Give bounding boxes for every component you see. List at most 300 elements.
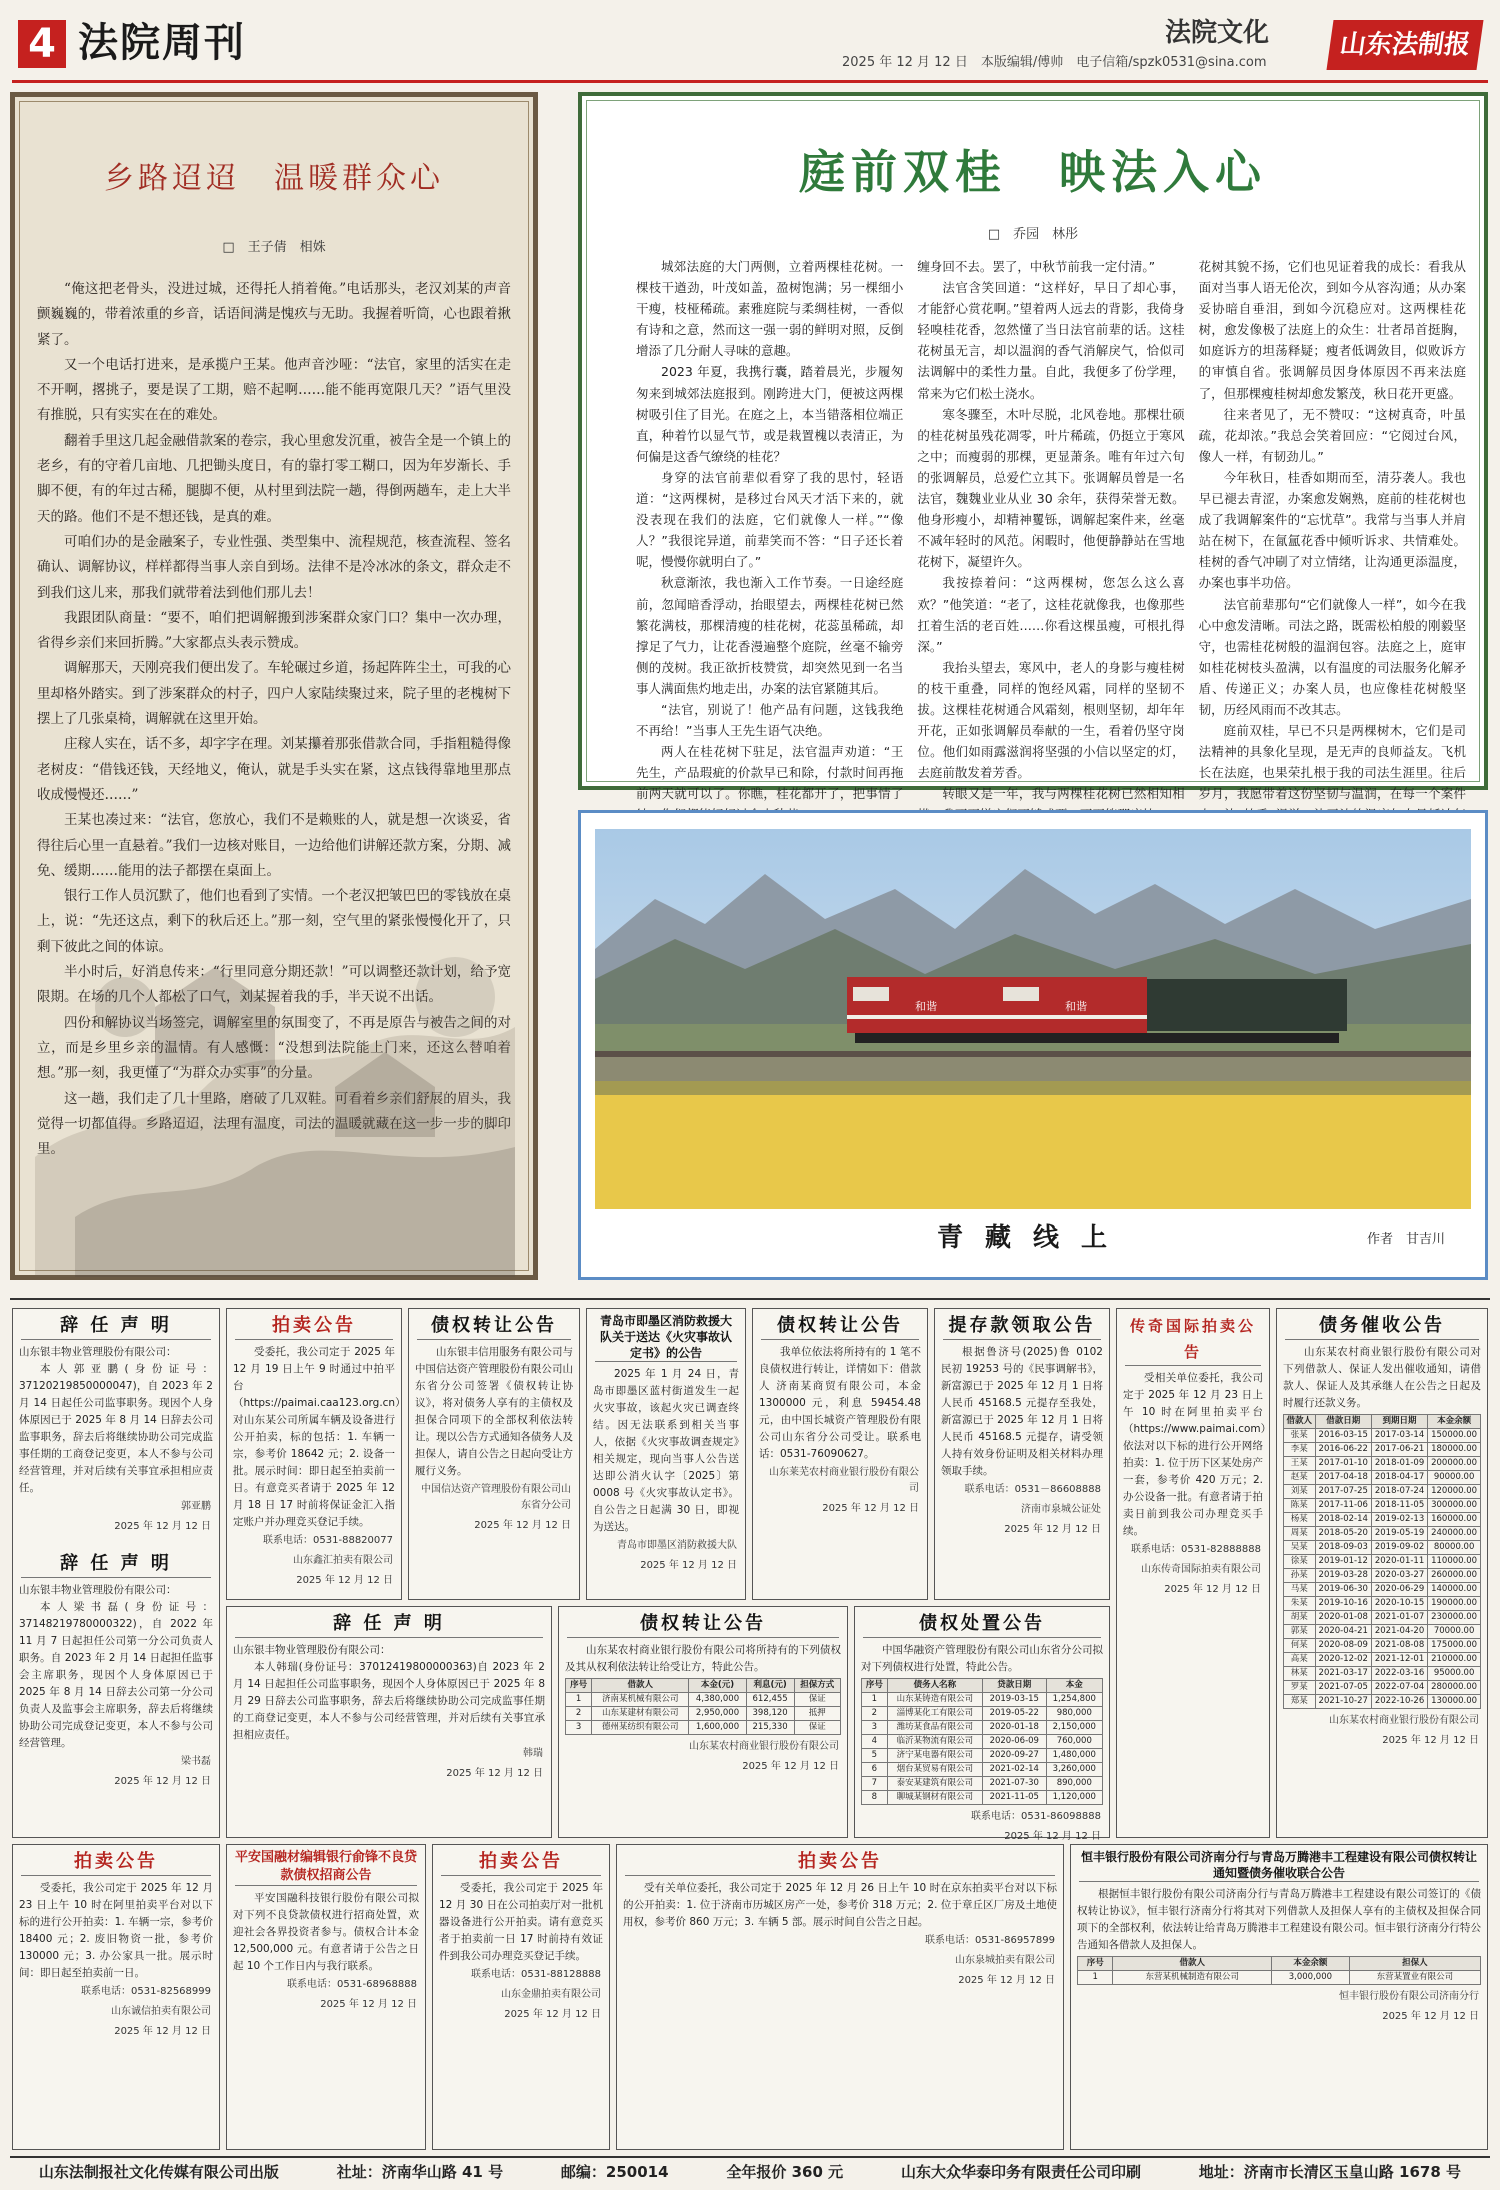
dateline: 2025 年 12 月 12 日 本版编辑/傅帅 电子信箱/spzk0531@sina.com [842, 55, 1267, 70]
notice-date: 2025 年 12 月 12 日 [822, 1503, 919, 1514]
table-row [1284, 1639, 1481, 1653]
table-cell: 4,380,000 [689, 1693, 746, 1707]
paragraph: 中国华融资产管理股份有限公司山东省分公司拟对下列债权进行处置，特此公告。 [861, 1644, 1103, 1673]
bank-table [1077, 1956, 1481, 1985]
notice-body [13, 1880, 219, 1982]
table-cell: 李某 [1284, 1443, 1316, 1457]
table-cell: 2020-01-08 [1315, 1611, 1371, 1625]
table-cell: 东营某机械制造有限公司 [1113, 1971, 1272, 1985]
table-cell: 260000.00 [1428, 1569, 1481, 1583]
notice-body [1117, 1370, 1272, 1540]
notice-title: 辞 任 声 明 [21, 1313, 211, 1340]
notice-body [587, 1366, 745, 1536]
photo-caption: 青藏线上 [936, 1223, 1129, 1253]
paragraph: 花树其貌不扬，它们也见证着我的成长：看我从面对当事人语无伦次，到如今从容沟通；从办案妥协暗自垂泪，到如今沉稳应对。这两棵桂花树，愈发像极了法庭上的众生：壮者昂首挺胸，如庭诉方的坦荡释疑；瘦者低调敛目，似败诉方的审慎自省。张调解员因身体原因不再来法庭了，但那棵瘦桂树却愈发繁茂，秋日花开更盛。 [1198, 259, 1466, 401]
table-header-cell: 本金 [1046, 1679, 1102, 1693]
table-cell: 1 [1078, 1971, 1113, 1985]
paragraph: 我按捺着问：“这两棵树，您怎么这么喜欢？”他笑道：“老了，这桂花就像我，也像那些扛着生活的老百姓……你看这棵虽瘦，可根扎得深。” [917, 575, 1185, 654]
disposal-table [861, 1678, 1103, 1805]
notice-date: 2025 年 12 月 12 日 [446, 1768, 543, 1779]
paragraph: 山东银丰物业管理股份有限公司： [19, 1584, 177, 1596]
table-row [1284, 1471, 1481, 1485]
table-cell: 烟台某贸易有限公司 [887, 1763, 982, 1777]
table-cell: 2017-03-14 [1371, 1429, 1427, 1443]
bank-notice [1070, 1844, 1488, 2150]
table-row [862, 1735, 1103, 1749]
table-cell: 5 [862, 1749, 888, 1763]
notice-date: 2025 年 12 月 12 日 [474, 1520, 571, 1531]
table-cell: 2021-07-05 [1315, 1681, 1371, 1695]
table-cell: 90000.00 [1428, 1471, 1481, 1485]
table-cell: 2022-07-04 [1371, 1681, 1427, 1695]
table-cell: 612,455 [746, 1693, 794, 1707]
auction-notice-1 [226, 1308, 406, 1600]
table-header-cell: 借款人 [592, 1679, 689, 1693]
masthead-rule [12, 80, 1488, 83]
table-row [1284, 1541, 1481, 1555]
notice-date: 2025 年 12 月 12 日 [1004, 1831, 1101, 1842]
left-article-title: 乡路迢迢 温暖群众心 [104, 161, 444, 196]
table-cell: 3 [862, 1721, 888, 1735]
table-cell: 2019-03-15 [982, 1693, 1046, 1707]
paragraph: 受委托，我公司定于 2025 年 12 月 19 日上午 9 时通过中拍平台（https://paimai.caa123.org.cn）对山东某公司所属车辆及设备进行公开拍卖，标的包括：1. 车辆一宗，参考价 18642 元；2. 设备一批。展示时间：即日起至拍卖前一日。有意竞买者请于 2025 年 12 月 18 日 17 时前将保证金汇入指定账户并办理竞买登记手续。 [233, 1346, 406, 1528]
paragraph: 本人梁书磊(身份证号：37148219780000322)，自 2022 年 11 月 7 日起担任公司第一分公司负责人职务。自 2023 年 2 月 14 日起担任监事会主席职务，现因个人身体原因已于 2025 年 8 月 14 日辞去公司第一分公司负责人及监事会主席职务，辞去后将继续协助公司完成登记变更，本人不参与公司经营管理。 [19, 1601, 213, 1749]
resign-notice-1 [12, 1308, 220, 1838]
table-cell: 山东某铸造有限公司 [887, 1693, 982, 1707]
table-header-cell: 利息(元) [746, 1679, 794, 1693]
notice-title: 辞 任 声 明 [21, 1551, 211, 1578]
table-row [862, 1749, 1103, 1763]
auction-notice-3 [12, 1844, 220, 2150]
table-row [1284, 1667, 1481, 1681]
photo-feature [578, 810, 1488, 1280]
paragraph: 本人郭亚鹏(身份证号：37120219850000047)，自 2023 年 2 月 14 日起任公司监事职务。现因个人身体原因已于 2025 年 8 月 14 日辞去公司监事职务，辞去后将继续协助公司完成监事任期的工商登记变更，本人不参与公司经营管理，并对后续有关事宜承担相应责任。 [19, 1363, 213, 1494]
page-name: 法院周刊 [78, 20, 246, 66]
notice-date: 2025 年 12 月 12 日 [504, 2009, 601, 2020]
notice-date: 2025 年 12 月 12 日 [296, 1575, 393, 1586]
table-cell: 2019-02-13 [1371, 1513, 1427, 1527]
table-cell: 济宁某电器有限公司 [887, 1749, 982, 1763]
table-cell: 2018-05-20 [1315, 1527, 1371, 1541]
table-row [1284, 1443, 1481, 1457]
table-cell: 陈某 [1284, 1499, 1316, 1513]
table-cell: 聊城某钢材有限公司 [887, 1791, 982, 1805]
paragraph: 受有关单位委托，我公司定于 2025 年 12 月 26 日上午 10 时在京东拍卖平台对以下标的公开拍卖：1. 位于济南市历城区房产一处，参考价 318 万元；2. 位于章丘区厂房及土地使用权，参考价 860 万元；3. 车辆 5 部。展示时间自公告之日起。 [623, 1882, 1057, 1928]
notice-body [1277, 1344, 1487, 1412]
right-article [578, 92, 1488, 802]
table-row [1284, 1429, 1481, 1443]
train-label: 和谐 [915, 1000, 937, 1013]
notice-title: 平安国融材编辑银行俞锋不良贷款债权招商公告 [235, 1849, 417, 1886]
notice-title: 辞 任 声 明 [235, 1611, 543, 1638]
table-cell: 保证 [794, 1693, 841, 1707]
table-cell: 2021-12-01 [1371, 1653, 1427, 1667]
photo-author: 作者 甘吉川 [1366, 1232, 1445, 1247]
table-cell: 胡某 [1284, 1611, 1316, 1625]
table-row [862, 1721, 1103, 1735]
table-cell: 215,330 [746, 1721, 794, 1735]
train-landscape-photo [595, 829, 1471, 1209]
notice-title: 拍卖公告 [625, 1849, 1055, 1876]
table-cell: 280000.00 [1428, 1681, 1481, 1695]
table-row [566, 1707, 841, 1721]
table-header-cell: 担保方式 [794, 1679, 841, 1693]
paragraph: 调解那天，天刚亮我们便出发了。车轮碾过乡道，扬起阵阵尘土，可我的心里却格外踏实。到了涉案群众的村子，四户人家陆续聚过来，院子里的老槐树下摆上了几张桌椅，调解就在这里开始。 [37, 660, 511, 728]
table-row [1284, 1555, 1481, 1569]
table-cell: 8 [862, 1791, 888, 1805]
table-cell: 2022-03-16 [1371, 1667, 1427, 1681]
table-cell: 郑某 [1284, 1695, 1316, 1709]
table-cell: 230000.00 [1428, 1611, 1481, 1625]
paragraph: 山东银丰物业管理股份有限公司： [19, 1346, 177, 1358]
notice-title: 拍卖公告 [441, 1849, 601, 1876]
paragraph: 受委托，我公司定于 2025 年 12 月 30 日在公司拍卖厅对一批机器设备进行公开拍卖。请有意竞买者于拍卖前一日 17 时前持有效证件到我公司办理竞买登记手续。 [439, 1882, 603, 1962]
table-cell: 2019-03-28 [1315, 1569, 1371, 1583]
table-cell: 3,260,000 [1046, 1763, 1102, 1777]
paragraph: 半小时后，好消息传来：“行里同意分期还款！”可以调整还款计划，给予宽限期。在场的几个人都松了口气，刘某握着我的手，半天说不出话。 [37, 964, 511, 1006]
table-header-row [1078, 1957, 1481, 1971]
auction-notice-2 [1116, 1308, 1270, 1838]
table-cell: 2020-12-02 [1315, 1653, 1371, 1667]
table-header-cell: 借款人 [1284, 1415, 1316, 1429]
table-cell: 1,600,000 [689, 1721, 746, 1735]
footer-postcode: 邮编：250014 [560, 2163, 669, 2181]
table-cell: 吴某 [1284, 1541, 1316, 1555]
notice-title: 债权转让公告 [417, 1313, 571, 1340]
table-cell: 徐某 [1284, 1555, 1316, 1569]
notice-date: 2025 年 12 月 12 日 [1382, 2011, 1479, 2022]
table-cell: 760,000 [1046, 1735, 1102, 1749]
table-cell: 泰安某建筑有限公司 [887, 1777, 982, 1791]
footer-address: 社址：济南华山路 41 号 [336, 2163, 504, 2181]
table-cell: 130000.00 [1428, 1695, 1481, 1709]
notice-signer: 山东诚信拍卖有限公司 [111, 2006, 211, 2017]
table-cell: 1 [566, 1693, 592, 1707]
table-cell: 2,950,000 [689, 1707, 746, 1721]
table-cell: 2019-06-30 [1315, 1583, 1371, 1597]
paragraph: 转眼又是一年，我与两棵桂花树已然相知相 [942, 786, 1185, 802]
table-row [566, 1693, 841, 1707]
notice-date: 2025 年 12 月 12 日 [1164, 1584, 1261, 1595]
table-cell: 175000.00 [1428, 1639, 1481, 1653]
paragraph: 今年秋日，桂香如期而至，清芬袭人。我也早已褪去青涩，办案愈发娴熟，庭前的桂花树也成了我调解案件的“忘忧草”。我常与当事人并肩站在树下，在氤氲花香中倾听诉求、共情难处。桂树的香气冲刷了对立情绪，让沟通更添温度，办案也事半功倍。 [1198, 469, 1466, 591]
table-cell: 2018-01-09 [1371, 1457, 1427, 1471]
notice-body [227, 1344, 406, 1531]
table-cell: 240000.00 [1428, 1527, 1481, 1541]
table-header-cell: 借款人 [1113, 1957, 1272, 1971]
table-cell: 190000.00 [1428, 1597, 1481, 1611]
dunning-notice [1276, 1308, 1488, 1838]
notice-title: 债权处置公告 [863, 1611, 1101, 1638]
paragraph: 2025 年 1 月 24 日，青岛市即墨区蓝村街道发生一起火灾事故，该起火灾已调查终结。因无法联系到相关当事人，依据《火灾事故调查规定》相关规定，现向当事人公告送达即公消火认字〔2025〕第 0008 号《火灾事故认定书》。自公告之日起满 30 日，即视为送达。 [593, 1368, 739, 1533]
table-cell: 2018-09-03 [1315, 1541, 1371, 1555]
table-cell: 周某 [1284, 1527, 1316, 1541]
page-number: 4 [18, 20, 66, 68]
text-column [636, 256, 904, 802]
table-cell: 890,000 [1046, 1777, 1102, 1791]
right-article-byline: □ 乔园 林彤 [987, 227, 1079, 242]
table-cell: 张某 [1284, 1429, 1316, 1443]
paragraph: 我跟团队商量：“要不，咱们把调解搬到涉案群众家门口？集中一次办理，省得乡亲们来回折腾。”大家都点头表示赞成。 [37, 609, 511, 652]
right-article-body [636, 256, 1466, 802]
table-cell: 2020-03-27 [1371, 1569, 1427, 1583]
table-cell: 2019-05-19 [1371, 1527, 1427, 1541]
table-cell: 4 [862, 1735, 888, 1749]
table-cell: 2018-07-24 [1371, 1485, 1427, 1499]
table-cell: 1,254,800 [1046, 1693, 1102, 1707]
table-header-cell: 序号 [1078, 1957, 1113, 1971]
table-cell: 济南某机械有限公司 [592, 1693, 689, 1707]
table-cell: 孙某 [1284, 1569, 1316, 1583]
notice-signer: 恒丰银行股份有限公司济南分行 [1339, 1991, 1479, 2002]
auction-notice-6 [616, 1844, 1064, 2150]
notice-contact: 联系电话：0531-68968888 [287, 1979, 417, 1990]
paragraph: 可咱们办的是金融案子，专业性强、类型集中、流程规范，核查流程、签名确认、调解协议，样样都得当事人亲自到场。法律不是冷冰冰的条文，群众走不到我们这儿来，那我们就带着法到他们那儿去！ [37, 533, 511, 601]
table-cell: 潍坊某食品有限公司 [887, 1721, 982, 1735]
table-cell: 刘某 [1284, 1485, 1316, 1499]
table-cell: 2018-04-17 [1371, 1471, 1427, 1485]
notice-signer: 韩瑞 [523, 1748, 543, 1759]
notice-signer: 郭亚鹏 [181, 1501, 211, 1512]
table-row [862, 1693, 1103, 1707]
notice-signer: 青岛市即墨区消防救援大队 [617, 1540, 737, 1551]
train-label: 和谐 [1065, 1000, 1087, 1013]
notice-signer: 济南市泉城公证处 [1021, 1504, 1101, 1515]
notice-signer: 山东莱芜农村商业银行股份有限公司 [769, 1467, 919, 1494]
notice-signer: 中国信达资产管理股份有限公司山东省分公司 [421, 1484, 571, 1511]
table-cell: 110000.00 [1428, 1555, 1481, 1569]
notice-signer: 山东传奇国际拍卖有限公司 [1141, 1564, 1261, 1575]
table-header-cell: 债务人名称 [887, 1679, 982, 1693]
table-row [1284, 1597, 1481, 1611]
notice-date: 2025 年 12 月 12 日 [742, 1761, 839, 1772]
notice-body [433, 1880, 609, 1965]
paragraph: 法官含笑回道：“这样好，早日了却心事，才能舒心赏花啊。”望着两人远去的背影，我倚身轻嗅桂花香，忽然懂了当日法官前辈的话。这桂花树虽无言，却以温润的香气消解戾气，恰似司法调解中的柔性力量。自此，我便多了份学理，常来为它们松土浇水。 [917, 280, 1185, 401]
table-cell: 2017-07-25 [1315, 1485, 1371, 1499]
table-cell: 2021-01-07 [1371, 1611, 1427, 1625]
notice-body [855, 1642, 1109, 1676]
table-cell: 3 [566, 1721, 592, 1735]
table-row [1284, 1583, 1481, 1597]
paragraph: 银行工作人员沉默了，他们也看到了实情。一个老汉把皱巴巴的零钱放在桌上，说：“先还这点，剩下的秋后还上。”那一刻，空气里的紧张慢慢化开了，只剩下彼此之间的体谅。 [37, 888, 511, 955]
table-cell: 2020-09-27 [982, 1749, 1046, 1763]
paragraph: 根据鲁济号(2025)鲁 0102 民初 19253 号的《民事调解书》，新富源已于 2025 年 12 月 1 日将人民币 45168.5 元提存至我处，新富源已于 2025 年 12 月 1 日将人民币 45168.5 元提存，请受领人持有效身份证明及相关材料办理领取手续。 [941, 1346, 1103, 1477]
fire-notice [586, 1308, 746, 1600]
table-cell: 2016-06-22 [1315, 1443, 1371, 1457]
notice-body [935, 1344, 1109, 1480]
auction-notice-5 [432, 1844, 610, 2150]
paragraph: 翻着手里这几起金融借款案的卷宗，我心里愈发沉重，被告全是一个镇上的老乡，有的守着几亩地、几把锄头度日，有的靠打零工糊口，因为年岁渐长、手脚不便，有的年过古稀，腿脚不便，从村里到法院一趟，得倒两趟车，走上大半天的路。他们不是不想还钱，是真的难。 [37, 432, 511, 525]
table-row [862, 1763, 1103, 1777]
table-cell: 180000.00 [1428, 1443, 1481, 1457]
table-row [1078, 1971, 1481, 1985]
notice-contact: 联系电话：0531－86608888 [964, 1484, 1101, 1495]
table-cell: 2 [566, 1707, 592, 1721]
table-cell: 2018-11-05 [1371, 1499, 1427, 1513]
table-header-cell: 序号 [566, 1679, 592, 1693]
table-cell: 何某 [1284, 1639, 1316, 1653]
table-cell: 1,120,000 [1046, 1791, 1102, 1805]
table-cell: 2,150,000 [1046, 1721, 1102, 1735]
paragraph: 山东某农村商业银行股份有限公司将所持有的下列债权及其从权利依法转让给受让方，特此公告。 [565, 1644, 841, 1673]
notice-title: 提存款领取公告 [943, 1313, 1101, 1340]
notice-body [227, 1890, 425, 1975]
table-header-cell: 借款日期 [1315, 1415, 1371, 1429]
table-row [1284, 1611, 1481, 1625]
notice-date: 2025 年 12 月 12 日 [114, 1521, 211, 1532]
left-article-byline: □ 王子倩 相姝 [222, 240, 326, 255]
paragraph: 法官前辈那句“它们就像人一样”，如今在我心中愈发清晰。司法之路，既需松柏般的刚毅坚守，也需桂花树般的温润包容。法庭之上，庭审如桂花树枝头盈满，以有温度的司法服务化解矛盾、传递正义；办案人员，也应像桂花树般坚韧，历经风雨而不改其志。 [1198, 596, 1466, 717]
auction-notice-4 [226, 1844, 426, 2150]
table-row [1284, 1681, 1481, 1695]
table-cell: 2017-11-06 [1315, 1499, 1371, 1513]
table-row [862, 1707, 1103, 1721]
table-row [566, 1721, 841, 1735]
paragraph: 受相关单位委托，我公司定于 2025 年 12 月 23 日上午 10 时在阿里拍卖平台（https://www.paimai.com）依法对以下标的进行公开网络拍卖：1. 位于历下区某处房产一套，参考价 420 万元；2. 办公设备一批。有意者请于拍卖日前到我公司办理竞买手续。 [1123, 1372, 1272, 1537]
table-cell: 2021-08-08 [1371, 1639, 1427, 1653]
table-row [1284, 1695, 1481, 1709]
notice-body [1071, 1886, 1487, 1954]
notice-body [13, 1582, 219, 1752]
notice-signer: 山东泉城拍卖有限公司 [955, 1955, 1055, 1966]
table-header-cell: 担保人 [1349, 1957, 1480, 1971]
table-cell: 2020-01-11 [1371, 1555, 1427, 1569]
text-column [917, 256, 1185, 802]
paragraph: 我单位依法将所持有的 1 笔不良债权进行转让，详情如下：借款人 济南某商贸有限公司，本金 1300000 元，利息 59454.48 元，由中国长城资产管理股份有限公司山东省分公司受让。联系电话：0531-76090627。 [759, 1346, 921, 1460]
notice-body [227, 1642, 551, 1744]
paragraph: 城郊法庭的大门两侧，立着两棵桂花树。一棵枝干遒劲，叶茂如盖，盈树饱满；另一棵细小干瘦，枝桠稀疏。素雅庭院与柔绸桂树，一香似有诗和之意，然而这一强一弱的鲜明对照，反倒增添了几分耐人寻味的意趣。 [636, 259, 904, 359]
table-cell: 6 [862, 1763, 888, 1777]
table-cell: 2020-10-15 [1371, 1597, 1427, 1611]
footer-printer: 山东大众华泰印务有限责任公司印刷 [900, 2163, 1141, 2181]
notice-signer: 山东某农村商业银行股份有限公司 [1329, 1715, 1479, 1726]
paragraph: 2023 年夏，我携行囊，踏着晨光，步履匆匆来到城郊法庭报到。刚跨进大门，便被这两棵树吸引住了目光。在庭之上，本当错落相位端正直，种着竹以显气节，或是栽置槐以表清正，为何偏是这香气缭绕的桂花？ [636, 364, 904, 464]
footer-price: 全年报价 360 元 [726, 2163, 844, 2181]
table-cell: 朱某 [1284, 1597, 1316, 1611]
table-row [1284, 1513, 1481, 1527]
table-header-row [566, 1679, 841, 1693]
transfer-notice-3 [558, 1606, 848, 1838]
table-cell: 980,000 [1046, 1707, 1102, 1721]
paragraph: “俺这把老骨头，没进过城，还得托人捎着俺。”电话那头，老汉刘某的声音颤巍巍的，带着浓重的乡音，话语间满是愧疚与无助。我握着听筒，心也跟着揪紧了。 [37, 281, 511, 348]
notice-signer: 山东金鼎拍卖有限公司 [501, 1989, 601, 2000]
table-row [862, 1791, 1103, 1805]
footer-publisher: 山东法制报社文化传媒有限公司出版 [38, 2163, 279, 2181]
table-cell: 300000.00 [1428, 1499, 1481, 1513]
notice-date: 2025 年 12 月 12 日 [114, 2026, 211, 2037]
resign-notice-3 [226, 1606, 552, 1838]
table-cell: 2020-06-09 [982, 1735, 1046, 1749]
left-article [10, 92, 538, 1280]
table-cell: 2017-01-10 [1315, 1457, 1371, 1471]
table-cell: 杨某 [1284, 1513, 1316, 1527]
table-cell: 2016-03-15 [1315, 1429, 1371, 1443]
table-cell: 2020-01-18 [982, 1721, 1046, 1735]
footer-print-address: 地址：济南市长清区玉皇山路 1678 号 [1198, 2163, 1461, 2181]
table-header-cell: 本金余额 [1428, 1415, 1481, 1429]
table-cell: 2017-06-21 [1371, 1443, 1427, 1457]
notice-body [13, 1344, 219, 1497]
paragraph: 根据恒丰银行股份有限公司济南分行与青岛万腾港丰工程建设有限公司签订的《债权转让协议》，恒丰银行济南分行将其对下列借款人及担保人享有的主债权及担保合同项下的全部权利，依法转让给青岛万腾港丰工程建设有限公司。恒丰银行济南分行特公告通知各借款人及担保人。 [1077, 1888, 1481, 1951]
table-cell: 2019-05-22 [982, 1707, 1046, 1721]
table-row [862, 1777, 1103, 1791]
newspaper-logo: 山东法制报 [1326, 20, 1483, 70]
paragraph: 平安国融科技银行股份有限公司拟对下列不良贷款债权进行招商处置，欢迎社会各界投资者参与。债权合计本金 12,500,000 元。有意者请于公告之日起 10 个工作日内与我行联系。 [233, 1892, 419, 1972]
table-cell: 东营某置业有限公司 [1349, 1971, 1480, 1985]
table-cell: 160000.00 [1428, 1513, 1481, 1527]
paragraph: 缠身回不去。罢了，中秋节前我一定付清。” [917, 259, 1156, 274]
table-cell: 3,000,000 [1272, 1971, 1350, 1985]
table-cell: 赵某 [1284, 1471, 1316, 1485]
table-cell: 2 [862, 1707, 888, 1721]
table-cell: 140000.00 [1428, 1583, 1481, 1597]
table-row [1284, 1625, 1481, 1639]
paragraph: 寒冬骤至，木叶尽脱，北风卷地。那棵壮硕的桂花树虽残花凋零，叶片稀疏，仍挺立于寒风之中；而瘦弱的那棵，更显萧条。唯有年过六旬的张调解员，总爱伫立其下。张调解员曾是一名法官，魏魏业业从业 30 余年，获得荣誉无数。他身形瘦小，却精神矍铄，调解起案件来，丝毫不减年轻时的风范。闲暇时，他便静静站在雪地花树下，凝望许久。 [917, 406, 1185, 570]
table-cell: 2020-06-29 [1371, 1583, 1427, 1597]
table-cell: 高某 [1284, 1653, 1316, 1667]
paragraph: 庭前双桂，早已不只是两棵树木，它们是司法精神的具象化呈现，是无声的良师益友。飞机长在法庭，也果荣扎根于我的司法生涯里。往后岁月，我愿带着这份坚韧与温润，在每一个案件 [1198, 723, 1466, 802]
transfer-table [565, 1678, 841, 1735]
table-cell: 罗某 [1284, 1681, 1316, 1695]
table-cell: 2022-10-26 [1371, 1695, 1427, 1709]
notice-body [753, 1344, 927, 1463]
table-cell: 2020-08-09 [1315, 1639, 1371, 1653]
notice-signer: 山东鑫汇拍卖有限公司 [293, 1555, 393, 1566]
notice-body [559, 1642, 847, 1676]
table-cell: 2021-03-17 [1315, 1667, 1371, 1681]
transfer-notice-1 [408, 1308, 580, 1600]
notice-contact: 联系电话：0531-82568999 [81, 1986, 211, 1997]
paragraph: 受委托，我公司定于 2025 年 12 月 23 日上午 10 时在阿里拍卖平台对以下标的进行公开拍卖：1. 车辆一宗，参考价 18400 元；2. 废旧物资一批，参考价 130000 元；3. 办公家具一批。展示时间：即日起至拍卖前一日。 [19, 1882, 213, 1979]
table-cell: 2020-04-21 [1315, 1625, 1371, 1639]
notice-date: 2025 年 12 月 12 日 [320, 1999, 417, 2010]
table-cell: 2019-01-12 [1315, 1555, 1371, 1569]
table-cell: 2019-10-16 [1315, 1597, 1371, 1611]
notice-title: 拍卖公告 [21, 1849, 211, 1876]
dunning-table [1283, 1414, 1481, 1709]
table-cell: 抵押 [794, 1707, 841, 1721]
notice-date: 2025 年 12 月 12 日 [1382, 1735, 1479, 1746]
notice-signer: 梁书磊 [181, 1756, 211, 1767]
notice-date: 2025 年 12 月 12 日 [640, 1560, 737, 1571]
table-header-row [1284, 1415, 1481, 1429]
notice-title: 债权转让公告 [761, 1313, 919, 1340]
table-header-cell: 贷款日期 [982, 1679, 1046, 1693]
table-row [1284, 1653, 1481, 1667]
table-header-cell: 本金(元) [689, 1679, 746, 1693]
disposal-notice [854, 1606, 1110, 1842]
notice-title: 传奇国际拍卖公告 [1125, 1313, 1261, 1366]
table-cell: 210000.00 [1428, 1653, 1481, 1667]
table-cell: 郭某 [1284, 1625, 1316, 1639]
table-cell: 山东某建材有限公司 [592, 1707, 689, 1721]
deposit-notice [934, 1308, 1110, 1600]
notice-contact: 联系电话：0531-88820077 [263, 1535, 393, 1546]
table-header-cell: 本金余额 [1272, 1957, 1350, 1971]
paragraph: 往来者见了，无不赞叹：“这树真奇，叶虽疏，花却浓。”我总会笑着回应：“它阅过台风，像人一样，有韧劲儿。” [1198, 406, 1466, 464]
paragraph: “法官，别说了！他产品有问题，这钱我绝不再给！”当事人王先生语气决绝。 [636, 701, 904, 739]
table-cell: 95000.00 [1428, 1667, 1481, 1681]
paragraph: 山东银丰信用服务有限公司与中国信达资产管理股份有限公司山东省分公司签署《债权转让协议》，将对债务人享有的主债权及担保合同项下的全部权利依法转让。现以公告方式通知各债务人及担保人，请自公告之日起向受让方履行义务。 [415, 1346, 573, 1477]
table-cell: 120000.00 [1428, 1485, 1481, 1499]
table-cell: 林某 [1284, 1667, 1316, 1681]
table-cell: 2021-11-05 [982, 1791, 1046, 1805]
table-header-row [862, 1679, 1103, 1693]
table-row [1284, 1499, 1481, 1513]
table-row [1284, 1569, 1481, 1583]
notice-title: 债权转让公告 [567, 1611, 839, 1638]
notice-title: 恒丰银行股份有限公司济南分行与青岛万腾港丰工程建设有限公司债权转让通知暨债务催收联合公告 [1080, 1850, 1477, 1880]
